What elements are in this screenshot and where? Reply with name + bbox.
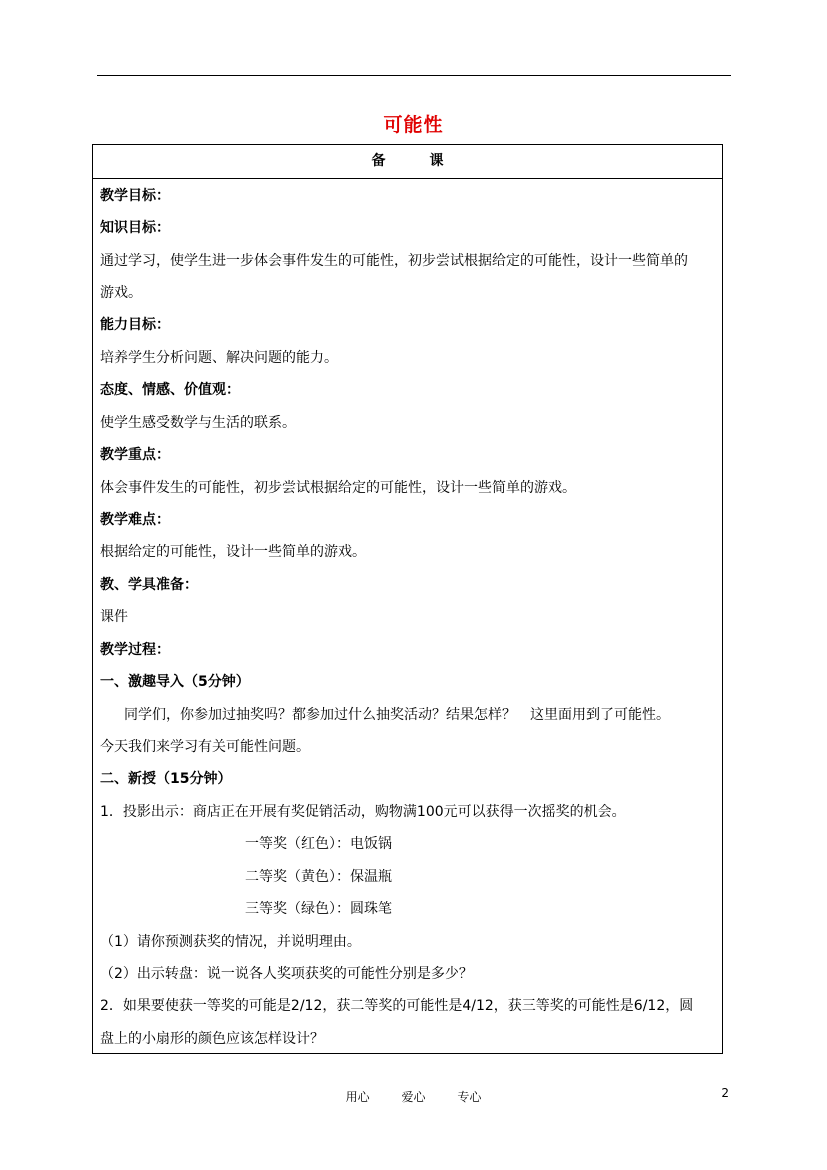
section-knowledge-goals: 知识目标： <box>100 220 170 236</box>
prize-first: 一等奖（红色）：电饭锅 <box>245 836 392 852</box>
text-line: （2）出示转盘：说一说各人奖项获奖的可能性分别是多少？ <box>100 966 473 982</box>
text-line: 1．投影出示：商店正在开展有奖促销活动，购物满100元可以获得一次摇奖的机会。 <box>100 804 626 820</box>
text-line: （1）请你预测获奖的情况，并说明理由。 <box>100 934 361 950</box>
text-line: 2．如果要使获一等奖的可能是2/12，获二等奖的可能性是4/12，获三等奖的可能性是6/12，圆 <box>100 998 694 1014</box>
page-number: 2 <box>721 1086 729 1100</box>
section-difficulties: 教学难点： <box>100 512 170 528</box>
text-line: 今天我们来学习有关可能性问题。 <box>100 739 310 755</box>
section-teaching-goals: 教学目标： <box>100 188 170 204</box>
text-line: 培养学生分析问题、解决问题的能力。 <box>100 350 338 366</box>
section-key-points: 教学重点： <box>100 447 170 463</box>
prize-third: 三等奖（绿色）：圆珠笔 <box>245 901 392 917</box>
table-header <box>93 145 722 179</box>
text-line: 通过学习，使学生进一步体会事件发生的可能性，初步尝试根据给定的可能性，设计一些简单的 <box>100 253 688 269</box>
table-header-right: 课 <box>429 153 444 169</box>
section-new-lesson: 二、新授（15分钟） <box>100 771 232 787</box>
footer-text: 专心 <box>457 1090 482 1104</box>
section-process: 教学过程： <box>100 642 170 658</box>
text-line: 体会事件发生的可能性，初步尝试根据给定的可能性，设计一些简单的游戏。 <box>100 480 576 496</box>
page-title: 可能性 <box>383 114 444 136</box>
section-materials: 教、学具准备： <box>100 577 198 593</box>
footer-text: 用心 <box>345 1090 370 1104</box>
header-rule <box>97 75 731 76</box>
text-line: 游戏。 <box>100 285 142 301</box>
text-line: 课件 <box>100 609 128 625</box>
footer <box>0 1088 827 1105</box>
prize-second: 二等奖（黄色）：保温瓶 <box>245 869 392 885</box>
text-line: 盘上的小扇形的颜色应该怎样设计？ <box>100 1031 324 1047</box>
text-line: 根据给定的可能性，设计一些简单的游戏。 <box>100 544 366 560</box>
lesson-table <box>92 144 723 1054</box>
section-attitude: 态度、情感、价值观： <box>100 382 240 398</box>
section-intro: 一、激趣导入（5分钟） <box>100 674 250 690</box>
footer-text: 爱心 <box>401 1090 426 1104</box>
table-header-left: 备 <box>371 153 386 169</box>
text-line: 使学生感受数学与生活的联系。 <box>100 415 296 431</box>
section-ability-goals: 能力目标： <box>100 317 170 333</box>
text-line: 同学们，你参加过抽奖吗？都参加过什么抽奖活动？结果怎样？ 这里面用到了可能性。 <box>124 707 670 723</box>
